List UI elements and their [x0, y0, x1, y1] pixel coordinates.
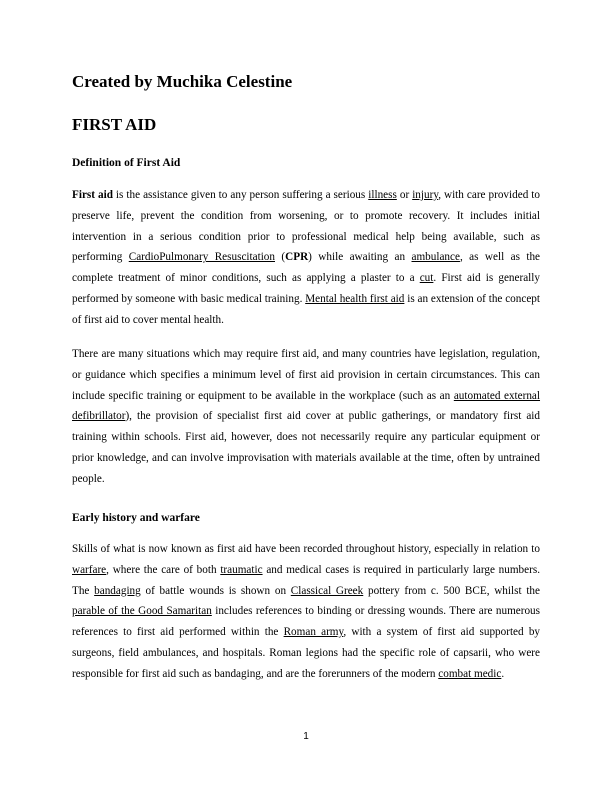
hyperlink[interactable]: automated external defibrillator: [72, 389, 541, 423]
text-run: , with a system of first aid supported by surgeons, field ambulances, and hospitals. Roman legions had the specific role of capsarii, who were responsible for first aid such as bandaging, and are the forerunners of the modern: [72, 626, 541, 680]
text-run: and medical cases is required in particularly large numbers. The: [72, 563, 540, 597]
text-run: Skills of what is now known as first aid have been recorded throughout history, especially in relation to: [72, 543, 540, 555]
hyperlink[interactable]: cut: [419, 272, 434, 285]
text-run: , as well as the complete treatment of minor conditions, such as applying a plaster to a: [72, 251, 541, 285]
hyperlink[interactable]: traumatic: [220, 563, 263, 576]
bold-term: CPR: [285, 251, 309, 264]
document-title: Created by Muchika Celestine: [72, 72, 293, 91]
hyperlink[interactable]: Classical Greek: [290, 584, 364, 597]
document-heading: FIRST AID: [72, 115, 157, 134]
text-run: ), the provision of specialist first aid cover at public gatherings, or mandatory first aid training within schools. First aid, however, does not necessarily require any particular equipment or prior knowledge, and can involve improvisation with materials available at the time, often by untrained people.: [72, 410, 540, 485]
section-heading-history: Early history and warfare: [72, 512, 200, 524]
paragraph-situations: [72, 344, 540, 490]
hyperlink[interactable]: CardioPulmonary Resuscitation: [128, 251, 275, 264]
text-run: is the assistance given to any person suffering a serious: [112, 189, 369, 201]
section-heading-definition: Definition of First Aid: [72, 157, 181, 169]
hyperlink[interactable]: illness: [368, 189, 397, 201]
hyperlink[interactable]: injury: [412, 189, 439, 201]
hyperlink[interactable]: Mental health first aid: [305, 292, 405, 305]
hyperlink[interactable]: parable of the Good Samaritan: [72, 605, 212, 618]
bold-term: First aid: [72, 189, 113, 201]
paragraph-definition: [72, 185, 540, 331]
hyperlink[interactable]: warfare: [72, 563, 107, 576]
text-run: , where the care of both: [106, 563, 221, 576]
text-run: .: [501, 667, 505, 680]
text-run: of battle wounds is shown on: [140, 584, 291, 597]
text-run: includes references to binding or dressing wounds. There are numerous references to first aid performed within the: [72, 605, 541, 639]
hyperlink[interactable]: Roman army: [283, 626, 344, 639]
text-run: pottery from c. 500 BCE, whilst the: [363, 584, 540, 597]
text-run: (: [275, 251, 286, 264]
text-run: ) while awaiting an: [308, 251, 412, 264]
text-run: , with care provided to preserve life, prevent the condition from worsening, or to promote recovery. It includes initial intervention in a serious condition prior to professional medical help being available, such as performing: [72, 189, 540, 264]
text-run: . First aid is generally performed by someone with basic medical training.: [72, 272, 540, 305]
page-number: 1: [303, 731, 309, 742]
hyperlink[interactable]: bandaging: [94, 584, 141, 597]
text-run: or: [396, 189, 413, 201]
text-run: There are many situations which may require first aid, and many countries have legislation, regulation, or guidance which specifies a minimum level of first aid provision in certain circumstances. This can include specific training or equipment to be available in the workplace (such as an: [72, 348, 540, 402]
text-run: is an extension of the concept of first aid to cover mental health.: [72, 292, 541, 326]
hyperlink[interactable]: combat medic: [438, 667, 502, 680]
paragraph-history: [72, 539, 540, 685]
hyperlink[interactable]: ambulance: [411, 251, 460, 264]
